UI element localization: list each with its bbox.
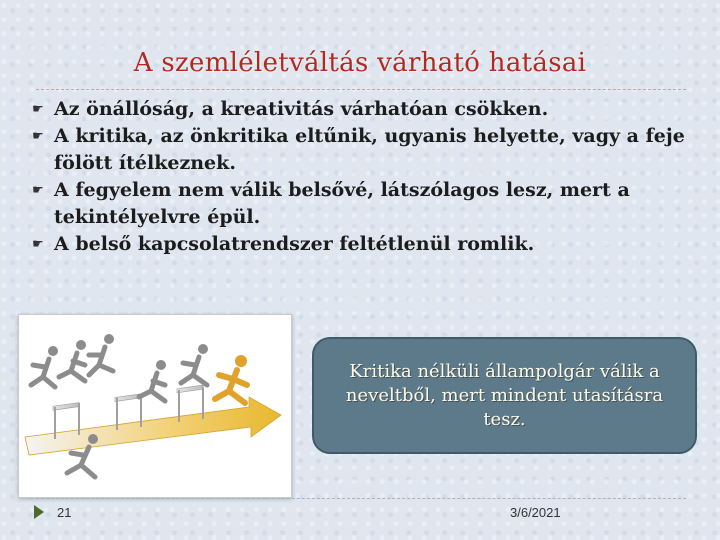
play-arrow-icon — [34, 505, 44, 519]
callout-text: Kritika nélküli állampolgár válik a neveltből, mert mindent utasításra tesz. — [345, 360, 664, 430]
bullet-text: A kritika, az önkritika eltűnik, ugyanis helyette, vagy a feje fölött ítélkeznek. — [54, 125, 685, 174]
bullet-item — [30, 123, 690, 177]
callout-box — [312, 337, 697, 454]
pointing-hand-icon: ☛ — [32, 102, 44, 117]
pointing-hand-icon: ☛ — [32, 129, 44, 144]
bullet-text: A belső kapcsolatrendszer feltétlenül romlik. — [54, 233, 535, 255]
pointing-hand-icon: ☛ — [32, 237, 44, 252]
pointing-hand-icon: ☛ — [32, 183, 44, 198]
bullet-item — [30, 96, 690, 123]
title-divider — [36, 89, 686, 90]
slide-title: A szemléletváltás várható hatásai — [133, 48, 587, 78]
bullet-list — [30, 96, 690, 258]
footer-date: 3/6/2021 — [510, 505, 561, 520]
page-number: 21 — [57, 505, 72, 520]
bullet-item — [30, 231, 690, 258]
footer-divider — [36, 498, 686, 499]
bullet-item — [30, 177, 690, 231]
bullet-text: Az önállóság, a kreativitás várhatóan csökken. — [54, 98, 549, 120]
runners-hurdles-illustration — [19, 315, 291, 497]
runners-image — [18, 314, 292, 498]
bullet-text: A fegyelem nem válik belsővé, látszólagos lesz, mert a tekintélyelvre épül. — [54, 179, 630, 228]
